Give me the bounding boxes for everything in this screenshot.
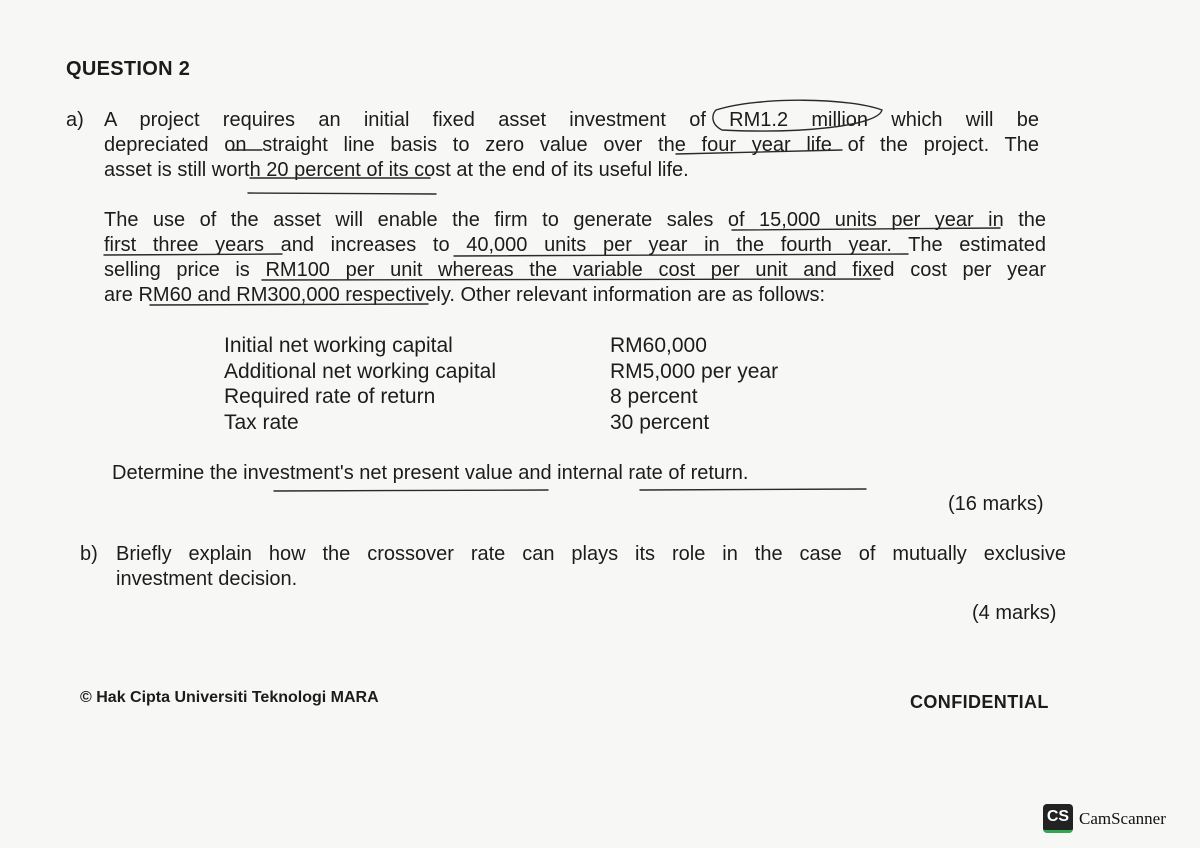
- paragraph-line: first three years and increases to 40,000 units per year in the fourth year. The estimated: [104, 234, 1046, 256]
- paragraph-line: investment decision.: [116, 568, 298, 590]
- part-a-task: Determine the investment's net present value and internal rate of return.: [112, 462, 749, 484]
- underline-annotation: [274, 490, 548, 491]
- underline-annotation: [248, 193, 436, 194]
- info-value: RM5,000 per year: [610, 359, 779, 383]
- info-label: Additional net working capital: [224, 359, 496, 383]
- part-a-label: a): [66, 109, 84, 131]
- copyright-footer: © Hak Cipta Universiti Teknologi MARA: [80, 689, 379, 706]
- part-a-marks: (16 marks): [948, 493, 1044, 515]
- underline-annotation: [150, 304, 428, 305]
- info-label: Initial net working capital: [224, 334, 453, 357]
- paragraph-line: selling price is RM100 per unit whereas the variable cost per unit and fixed cost per year: [104, 259, 1046, 281]
- circle-annotation: [713, 100, 882, 131]
- question-heading: QUESTION 2: [66, 58, 191, 80]
- info-label: Tax rate: [224, 410, 299, 434]
- underline-annotation: [454, 254, 908, 256]
- underline-annotation: [732, 228, 1000, 230]
- confidential-label: CONFIDENTIAL: [910, 692, 1049, 712]
- paragraph-line: A project requires an initial fixed asset investment of RM1.2 million which will be: [104, 109, 1039, 131]
- paragraph-line: Briefly explain how the crossover rate can plays its role in the case of mutually exclusive: [116, 543, 1066, 565]
- paragraph-line: asset is still worth 20 percent of its cost at the end of its useful life.: [104, 159, 689, 181]
- paragraph-line: depreciated on straight line basis to zero value over the four year life of the project. The: [104, 134, 1039, 156]
- underline-annotation: [104, 254, 282, 255]
- info-value: RM60,000: [610, 334, 707, 357]
- camscanner-icon: CS: [1043, 804, 1073, 833]
- part-b-label: b): [80, 543, 98, 565]
- paragraph-line: are RM60 and RM300,000 respectively. Other relevant information are as follows:: [104, 284, 826, 306]
- underline-annotation: [262, 279, 880, 280]
- part-b-marks: (4 marks): [972, 602, 1057, 624]
- info-label: Required rate of return: [224, 385, 436, 408]
- paragraph-line: The use of the asset will enable the firm to generate sales of 15,000 units per year in the: [104, 209, 1046, 231]
- info-value: 8 percent: [610, 385, 698, 408]
- camscanner-name: CamScanner: [1079, 808, 1166, 828]
- underline-annotation: [640, 489, 866, 490]
- underline-annotation: [676, 150, 842, 154]
- info-value: 30 percent: [610, 410, 710, 434]
